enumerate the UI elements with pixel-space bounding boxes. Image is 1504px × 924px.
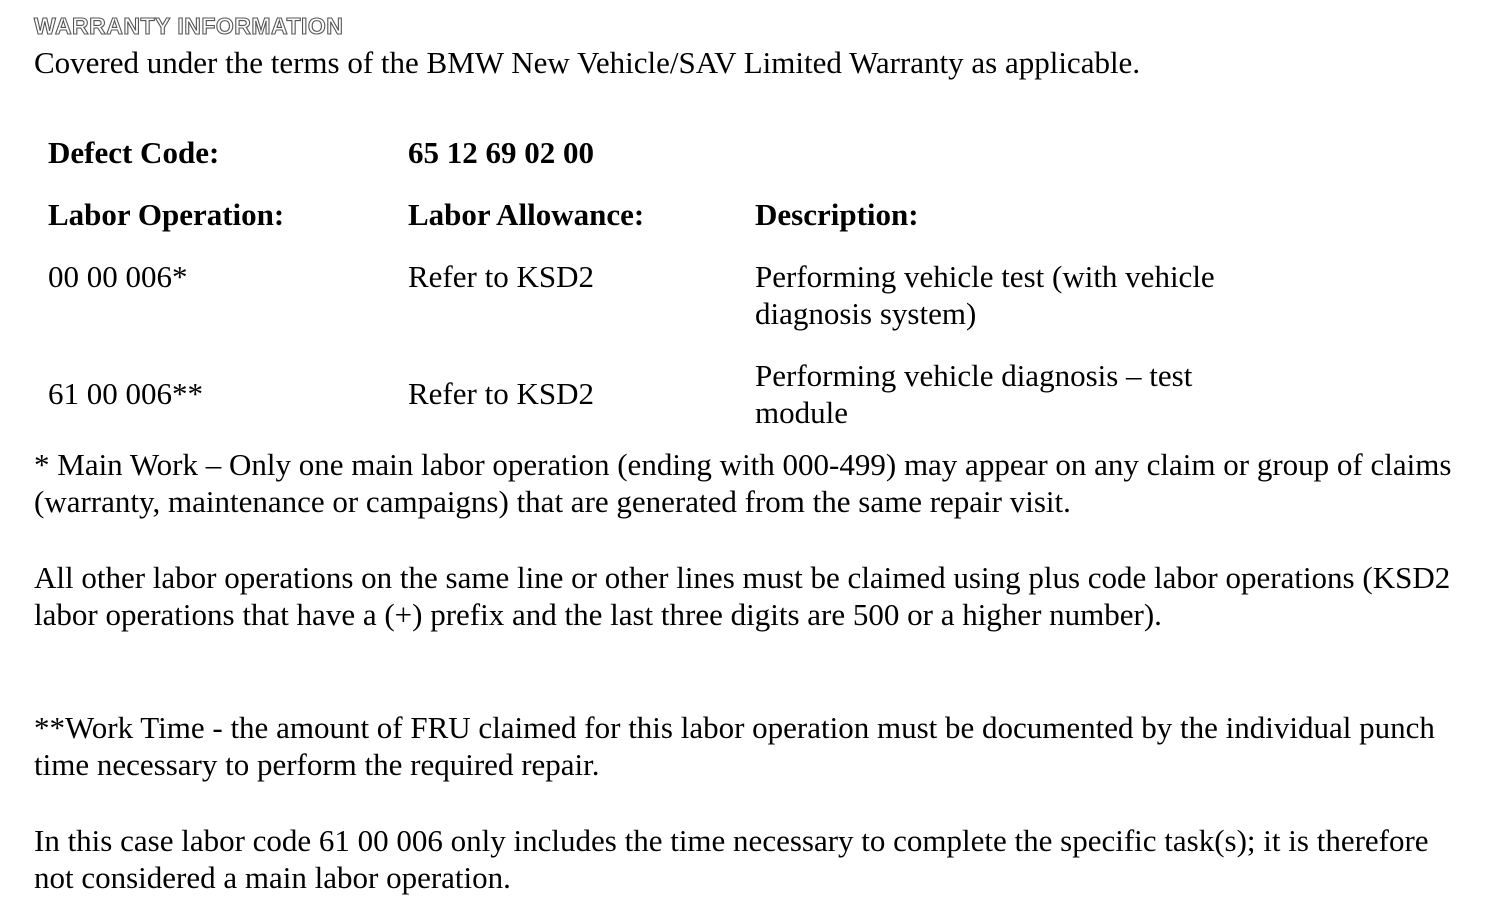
note-other-labor-operations: All other labor operations on the same line or other lines must be claimed using plus code labor operations (KSD2 labor operations that have a (+) prefix and the last three digits are 500 or a higher number). — [34, 560, 1451, 632]
defect-code-label: Defect Code: — [48, 135, 220, 170]
row2-labor-allowance: Refer to KSD2 — [408, 376, 594, 411]
defect-code-value: 65 12 69 02 00 — [408, 135, 594, 170]
row2-labor-operation: 61 00 006** — [48, 376, 203, 411]
note-main-work: * Main Work – Only one main labor operation (ending with 000-499) may appear on any claim or group of claims (warranty, maintenance or campaigns) that are generated from the same repair visit. — [34, 447, 1452, 519]
note-work-time: **Work Time - the amount of FRU claimed for this labor operation must be documented by the individual punch time necessary to perform the required repair. — [34, 710, 1435, 782]
row1-description-line2: diagnosis system) — [755, 296, 977, 331]
note-labor-code-case: In this case labor code 61 00 006 only includes the time necessary to complete the specific task(s); it is therefore not considered a main labor operation. — [34, 823, 1429, 895]
row1-labor-allowance: Refer to KSD2 — [408, 259, 594, 294]
warranty-intro: Covered under the terms of the BMW New Vehicle/SAV Limited Warranty as applicable. — [34, 45, 1141, 80]
row2-description-line2: module — [755, 395, 848, 430]
warranty-heading: WARRANTY INFORMATION — [34, 13, 344, 39]
row1-labor-operation: 00 00 006* — [48, 259, 188, 294]
header-labor-operation: Labor Operation: — [48, 197, 285, 232]
header-labor-allowance: Labor Allowance: — [408, 197, 645, 232]
row2-description-line1: Performing vehicle diagnosis – test — [755, 358, 1193, 393]
header-description: Description: — [755, 197, 919, 232]
row1-description-line1: Performing vehicle test (with vehicle — [755, 259, 1215, 294]
